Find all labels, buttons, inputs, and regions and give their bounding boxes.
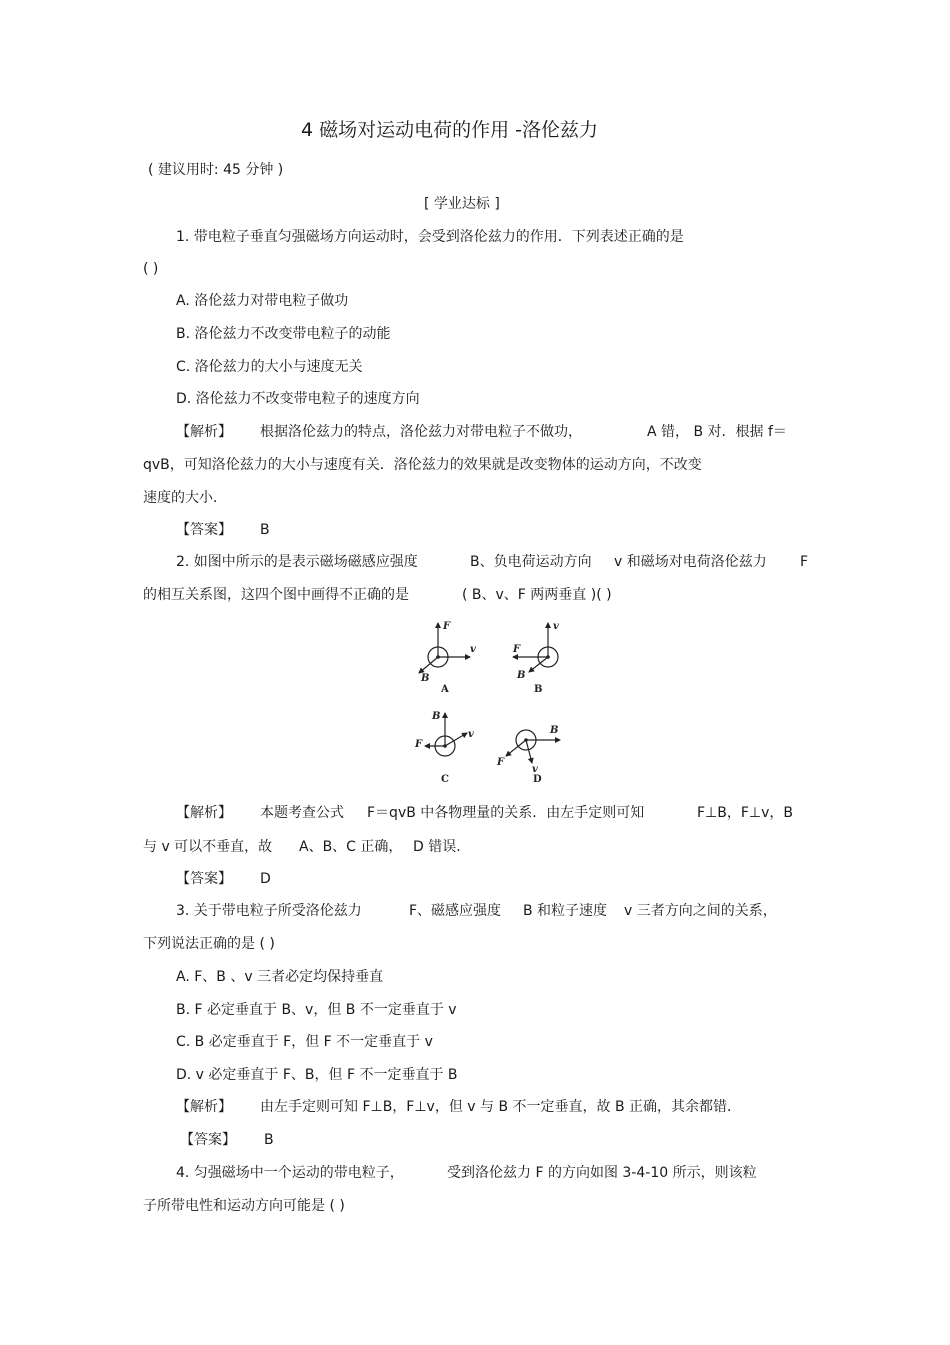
diagram-a-v-label: v — [470, 644, 476, 655]
q2-analysis-a: 本题考查公式 — [260, 805, 344, 821]
diagram-c-v-label: v — [468, 729, 474, 740]
time-note: ( 建议用时: 45 分钟 ) — [148, 162, 284, 178]
diagram-d-b-label: B — [550, 725, 559, 736]
q3-stem-d: v 三者方向之间的关系， — [624, 903, 777, 919]
diagram-d — [496, 725, 560, 785]
q3-analysis-label: 【解析】 — [176, 1099, 232, 1115]
q1-analysis-line1b: A 错， B 对．根据 f＝ — [647, 424, 787, 440]
diagram-c-b-label: B — [432, 711, 441, 722]
q2-stem-c: v 和磁场对电荷洛伦兹力 — [614, 554, 767, 570]
q1-option-b: B. 洛伦兹力不改变带电粒子的动能 — [176, 326, 391, 342]
q3-option-a: A. F、B 、v 三者必定均保持垂直 — [176, 969, 384, 985]
q1-analysis-label: 【解析】 — [176, 424, 232, 440]
diagram-a — [419, 621, 476, 695]
q1-analysis-line1: 根据洛伦兹力的特点，洛伦兹力对带电粒子不做功， — [260, 424, 582, 440]
q3-answer: B — [264, 1132, 274, 1148]
diagram-d-v-label: v — [532, 764, 538, 775]
q2-stem-line2b: ( B、v、F 两两垂直 )( ) — [462, 587, 612, 603]
q1-analysis-line2: qvB，可知洛伦兹力的大小与速度有关．洛伦兹力的效果就是改变物体的运动方向，不改变 — [143, 457, 702, 473]
q3-stem-a: 3. 关于带电粒子所受洛伦兹力 — [176, 903, 362, 919]
q1-stem: 1. 带电粒子垂直匀强磁场方向运动时，会受到洛伦兹力的作用．下列表述正确的是 — [176, 229, 684, 245]
q4-stem-b: 受到洛伦兹力 F 的方向如图 3-4-10 所示，则该粒 — [447, 1165, 757, 1181]
diagram-b-v-label: v — [553, 621, 559, 632]
diagram-d-caption: D — [533, 774, 542, 785]
diagram-c-f-label: F — [415, 739, 423, 750]
q1-answer: B — [260, 522, 270, 538]
section-heading: [ 学业达标 ] — [424, 196, 500, 212]
q1-analysis-line3: 速度的大小． — [143, 490, 227, 506]
q3-option-b: B. F 必定垂直于 B、v，但 B 不一定垂直于 v — [176, 1002, 457, 1018]
q3-option-c: C. B 必定垂直于 F，但 F 不一定垂直于 v — [176, 1034, 433, 1050]
diagram-b-caption: B — [534, 684, 543, 695]
q4-stem-a: 4. 匀强磁场中一个运动的带电粒子， — [176, 1165, 404, 1181]
diagram-c — [414, 711, 474, 785]
q3-stem-b: F、磁感应强度 — [409, 903, 502, 919]
q1-blank: ( ) — [143, 261, 159, 277]
q1-option-d: D. 洛伦兹力不改变带电粒子的速度方向 — [176, 391, 420, 407]
force-diagram-figure — [405, 615, 580, 790]
diagram-b — [512, 621, 559, 695]
q3-answer-label: 【答案】 — [180, 1132, 236, 1148]
q1-option-a: A. 洛伦兹力对带电粒子做功 — [176, 293, 349, 309]
q3-stem-c: B 和粒子速度 — [523, 903, 608, 919]
q3-stem-line2: 下列说法正确的是 ( ) — [143, 936, 275, 952]
q2-stem-d: F — [800, 554, 809, 570]
q2-stem-a: 2. 如图中所示的是表示磁场磁感应强度 — [176, 554, 418, 570]
q2-stem-line2: 的相互关系图，这四个图中画得不正确的是 — [143, 587, 409, 603]
q3-analysis: 由左手定则可知 F⊥B，F⊥v，但 v 与 B 不一定垂直，故 B 正确，其余都错． — [260, 1099, 742, 1115]
diagram-d-f-label: F — [497, 757, 505, 768]
q2-answer-label: 【答案】 — [176, 871, 232, 887]
q1-answer-label: 【答案】 — [176, 522, 232, 538]
q2-analysis-b: F＝qvB 中各物理量的关系．由左手定则可知 — [367, 805, 645, 821]
diagram-b-f-label: F — [513, 644, 521, 655]
q4-stem-line2: 子所带电性和运动方向可能是 ( ) — [143, 1198, 345, 1214]
q2-analysis-label: 【解析】 — [176, 805, 232, 821]
q2-analysis-line2a: 与 v 可以不垂直，故 — [143, 839, 273, 855]
q2-analysis-line2b: A、B、C 正确， — [299, 839, 403, 855]
q3-option-d: D. v 必定垂直于 F、B，但 F 不一定垂直于 B — [176, 1067, 458, 1083]
q2-stem-b: B、负电荷运动方向 — [470, 554, 592, 570]
diagram-a-b-label: B — [421, 673, 430, 684]
diagram-c-caption: C — [441, 774, 449, 785]
q1-option-c: C. 洛伦兹力的大小与速度无关 — [176, 359, 363, 375]
q2-analysis-line2c: D 错误． — [413, 839, 471, 855]
diagram-a-f-label: F — [443, 621, 451, 632]
diagram-b-b-label: B — [517, 670, 526, 681]
diagram-a-caption: A — [441, 684, 449, 695]
q2-answer: D — [260, 871, 271, 887]
page-title: 4 磁场对运动电荷的作用 -洛伦兹力 — [301, 119, 599, 141]
q2-analysis-c: F⊥B，F⊥v，B — [697, 805, 793, 821]
